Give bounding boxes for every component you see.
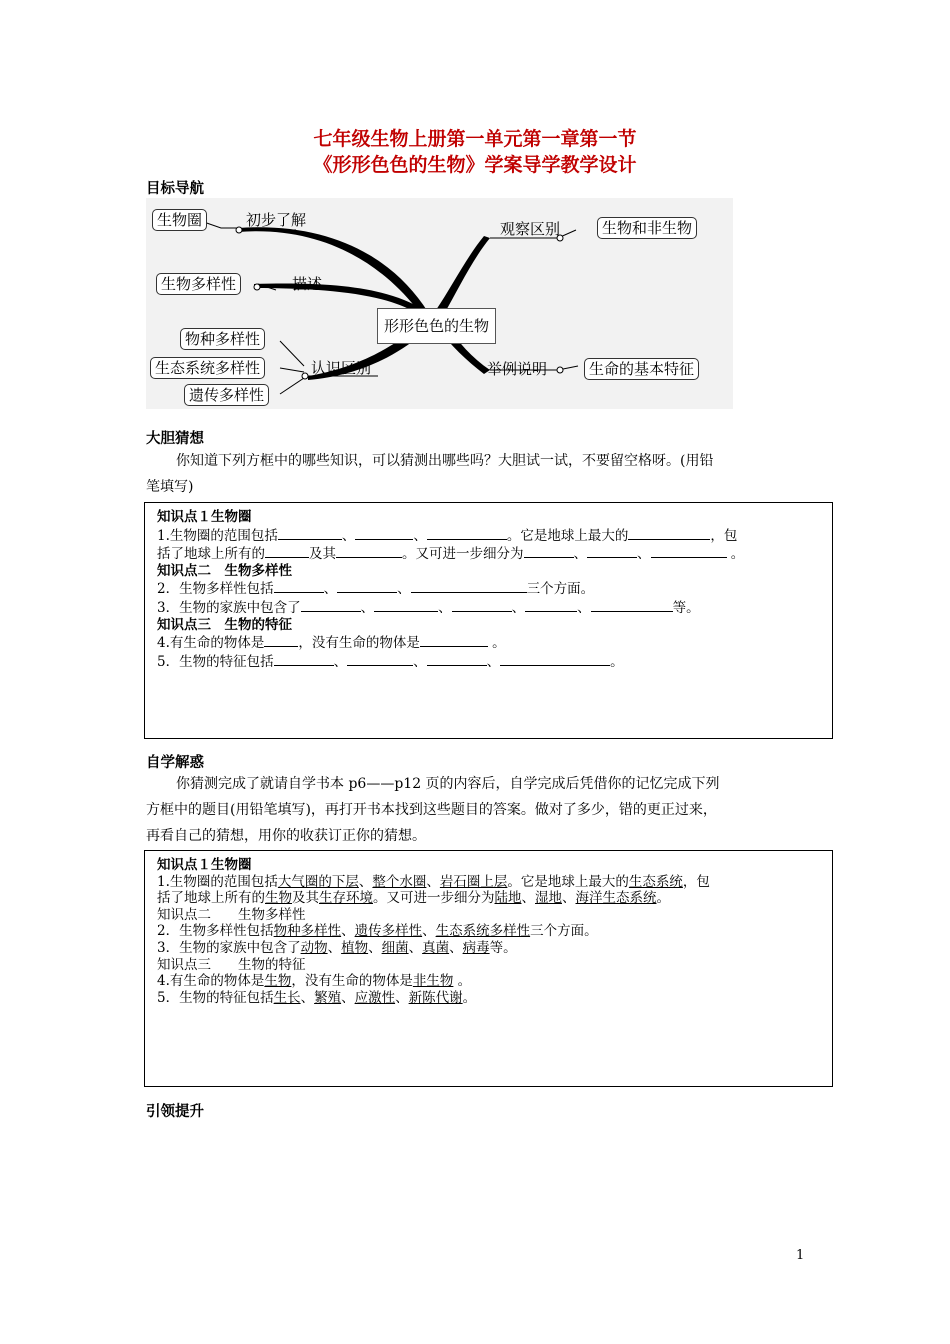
box1-q4-text-b: ，没有生命的物体是 [298,635,420,652]
document-title-line1: 七年级生物上册第一单元第一章第一节 [313,128,637,150]
box2-answer-8: 湿地 [535,890,562,907]
box1-q4-text-a: 4.有生命的物体是 [157,635,265,652]
box2-answer-2: 整个水圈 [372,873,427,890]
box1-kp3-heading: 知识点三 生物的特征 [157,616,292,633]
box2-answer-7: 陆地 [494,890,522,907]
study-intro-line2: 方框中的题目(用铅笔填写)，再打开书本找到这些题目的答案。做对了多少，错的更正过来， [146,802,717,818]
box1-blank-15[interactable] [452,598,512,612]
box2-q4-text-c: 。 [453,973,472,990]
separator: 、 [413,653,427,670]
mind-map-label-initial: 初步了解 [246,211,307,229]
separator: 、 [341,989,355,1006]
mind-map-label-observe: 观察区别 [500,220,561,238]
mind-map-node-life-features: 生命的基本特征 [584,358,699,380]
box2-kp3-heading: 知识点三 生物的特征 [157,956,306,973]
box1-blank-2[interactable] [355,526,413,540]
mind-map-node-species: 物种多样性 [180,328,265,350]
box1-blank-12[interactable] [411,579,527,593]
mind-map-node-biosphere: 生物圈 [152,209,207,231]
box1-blank-19[interactable] [420,633,488,647]
box2-q4-text-b: ，没有生命的物体是 [291,973,413,990]
box1-q5-text-a: 5．生物的特征包括 [157,653,274,670]
box1-q2-text-b: 三个方面。 [526,581,595,598]
box1-q1-text-b: 。它是地球上最大的 [506,527,629,544]
box2-answer-16: 真菌 [422,939,450,956]
box1-blank-5[interactable] [265,544,309,558]
box1-blank-1[interactable] [278,526,342,540]
box1-q1-text-c: ，包 [710,527,738,544]
section-heading-goal: 目标导航 [146,181,204,197]
box1-blank-18[interactable] [264,633,298,647]
box2-answer-22: 应激性 [354,989,396,1006]
separator: 、 [637,546,651,563]
separator: 、 [341,527,356,544]
box1-blank-4[interactable] [628,526,710,540]
box1-blank-23[interactable] [500,652,610,666]
box2-answer-6: 生存环境 [319,890,373,907]
separator: 、 [511,599,526,616]
separator: 、 [358,873,373,890]
box2-q1-text-a: 1.生物圈的范围包括 [157,873,278,890]
box2-answer-14: 植物 [341,939,369,956]
box2-answer-21: 繁殖 [314,989,342,1006]
box1-blank-13[interactable] [301,598,361,612]
box2-answer-19: 非生物 [412,973,454,990]
separator: 、 [521,890,535,907]
box2-kp2-heading: 知识点二 生物多样性 [157,906,306,923]
box1-kp2-heading: 知识点二 生物多样性 [157,562,292,579]
separator: 、 [438,599,452,616]
box1-blank-20[interactable] [274,652,334,666]
separator: 、 [341,923,355,940]
separator: 、 [395,989,409,1006]
box2-q1-text-g: 。 [656,890,670,907]
section-heading-self-study: 自学解惑 [146,755,204,771]
box1-blank-11[interactable] [337,579,397,593]
box2-answer-4: 生态系统 [628,873,683,890]
document-title-line2: 《形形色色的生物》学案导学教学设计 [313,154,637,176]
separator: 、 [408,939,423,956]
box1-q3-text-b: 等。 [672,599,700,616]
mind-map-node-biodiversity: 生物多样性 [156,273,241,295]
box1-blank-3[interactable] [427,526,507,540]
separator: 、 [449,939,463,956]
guess-intro-paragraph [146,448,811,500]
box2-q2-text-a: 2．生物多样性包括 [157,923,274,940]
separator: 、 [300,989,315,1006]
box2-answer-15: 细菌 [381,939,409,956]
box1-blank-22[interactable] [427,652,487,666]
box2-answer-9: 海洋生态系统 [575,890,657,907]
mind-map-node-living-nonliving: 生物和非生物 [597,217,697,239]
guess-intro-line2: 笔填写) [146,479,194,495]
box2-q1-text-e: 及其 [292,890,319,907]
separator: 、 [573,546,587,563]
study-answer-box [144,850,833,1087]
box2-answer-18: 生物 [264,973,292,990]
box2-answer-20: 生长 [273,989,301,1006]
box1-blank-21[interactable] [347,652,413,666]
guess-intro-line1: 你知道下列方框中的哪些知识，可以猜测出哪些吗？大胆试一试，不要留空格呀。(用铅 [176,453,714,469]
box1-blank-8[interactable] [587,544,637,558]
separator: 、 [577,599,591,616]
box2-q2-text-b: 三个方面。 [530,923,598,940]
box1-blank-9[interactable] [651,544,727,558]
separator: 、 [426,873,440,890]
box2-q3-text-a: 3．生物的家族中包含了 [157,939,301,956]
box1-blank-6[interactable] [336,544,402,558]
box1-blank-7[interactable] [524,544,574,558]
box2-q1-text-f: 。又可进一步细分为 [373,890,495,907]
box1-q3-text-a: 3．生物的家族中包含了 [157,599,301,616]
separator: 、 [422,923,436,940]
box1-q1-text-g: 。 [726,546,745,563]
mind-map-node-ecosystem: 生态系统多样性 [150,357,265,379]
box2-kp1-heading: 知识点１生物圈 [157,857,252,873]
separator: 、 [486,653,501,670]
box2-answer-13: 动物 [300,939,328,956]
box1-q1-text-f: 。又可进一步细分为 [402,546,524,563]
box1-blank-14[interactable] [374,598,438,612]
mind-map-label-recognize: 认识区别 [311,359,372,377]
separator: 、 [562,890,576,907]
mind-map-center-node: 形形色色的生物 [377,308,496,344]
separator: 、 [360,599,375,616]
box1-blank-16[interactable] [525,598,577,612]
box2-answer-10: 物种多样性 [273,923,342,940]
box1-q2-text-a: 2．生物多样性包括 [157,581,274,598]
box1-q1-text-a: 1.生物圈的范围包括 [157,527,278,544]
study-intro-line1: 你猜测完成了就请自学书本 p6——p12 页的内容后，自学完成后凭借你的记忆完成下列 [176,776,720,792]
box2-q5-text-b: 。 [462,989,477,1006]
mind-map [146,198,733,409]
box1-blank-10[interactable] [274,579,324,593]
study-intro-paragraph [146,771,811,849]
separator: 、 [323,581,338,598]
box2-q1-text-d: 括了地球上所有的 [157,890,265,907]
box1-kp1-heading: 知识点１生物圈 [157,509,252,525]
section-heading-guess: 大胆猜想 [146,431,204,447]
box2-q4-text-a: 4.有生命的物体是 [157,973,265,990]
box2-q3-text-b: 等。 [489,939,517,956]
separator: 、 [327,939,342,956]
box2-answer-11: 遗传多样性 [354,923,423,940]
box2-answer-17: 病毒 [462,939,490,956]
page-number: 1 [796,1248,805,1263]
section-heading-lead: 引领提升 [146,1104,204,1120]
guess-answer-box [144,502,833,739]
box1-blank-17[interactable] [591,598,673,612]
box2-q1-text-c: ，包 [682,873,710,890]
separator: 、 [397,581,411,598]
box1-q1-text-e: 及其 [309,546,336,563]
box2-answer-3: 岩石圈上层 [439,873,508,890]
box1-q4-text-c: 。 [487,635,506,652]
mind-map-node-genetic: 遗传多样性 [184,384,269,406]
separator: 、 [368,939,382,956]
separator: 、 [333,653,348,670]
separator: 、 [413,527,427,544]
box2-answer-12: 生态系统多样性 [435,923,531,940]
box1-q5-text-b: 。 [610,653,624,670]
mind-map-label-describe: 描述 [292,275,323,293]
box2-q1-text-b: 。它是地球上最大的 [507,873,629,890]
mind-map-label-example: 举例说明 [487,360,548,378]
box2-answer-23: 新陈代谢 [408,989,463,1006]
box1-q1-text-d: 括了地球上所有的 [157,546,265,563]
box2-answer-1: 大气圈的下层 [277,873,359,890]
study-intro-line3: 再看自己的猜想，用你的收获订正你的猜想。 [146,828,426,844]
box2-answer-5: 生物 [265,890,292,907]
box2-q5-text-a: 5．生物的特征包括 [157,989,274,1006]
